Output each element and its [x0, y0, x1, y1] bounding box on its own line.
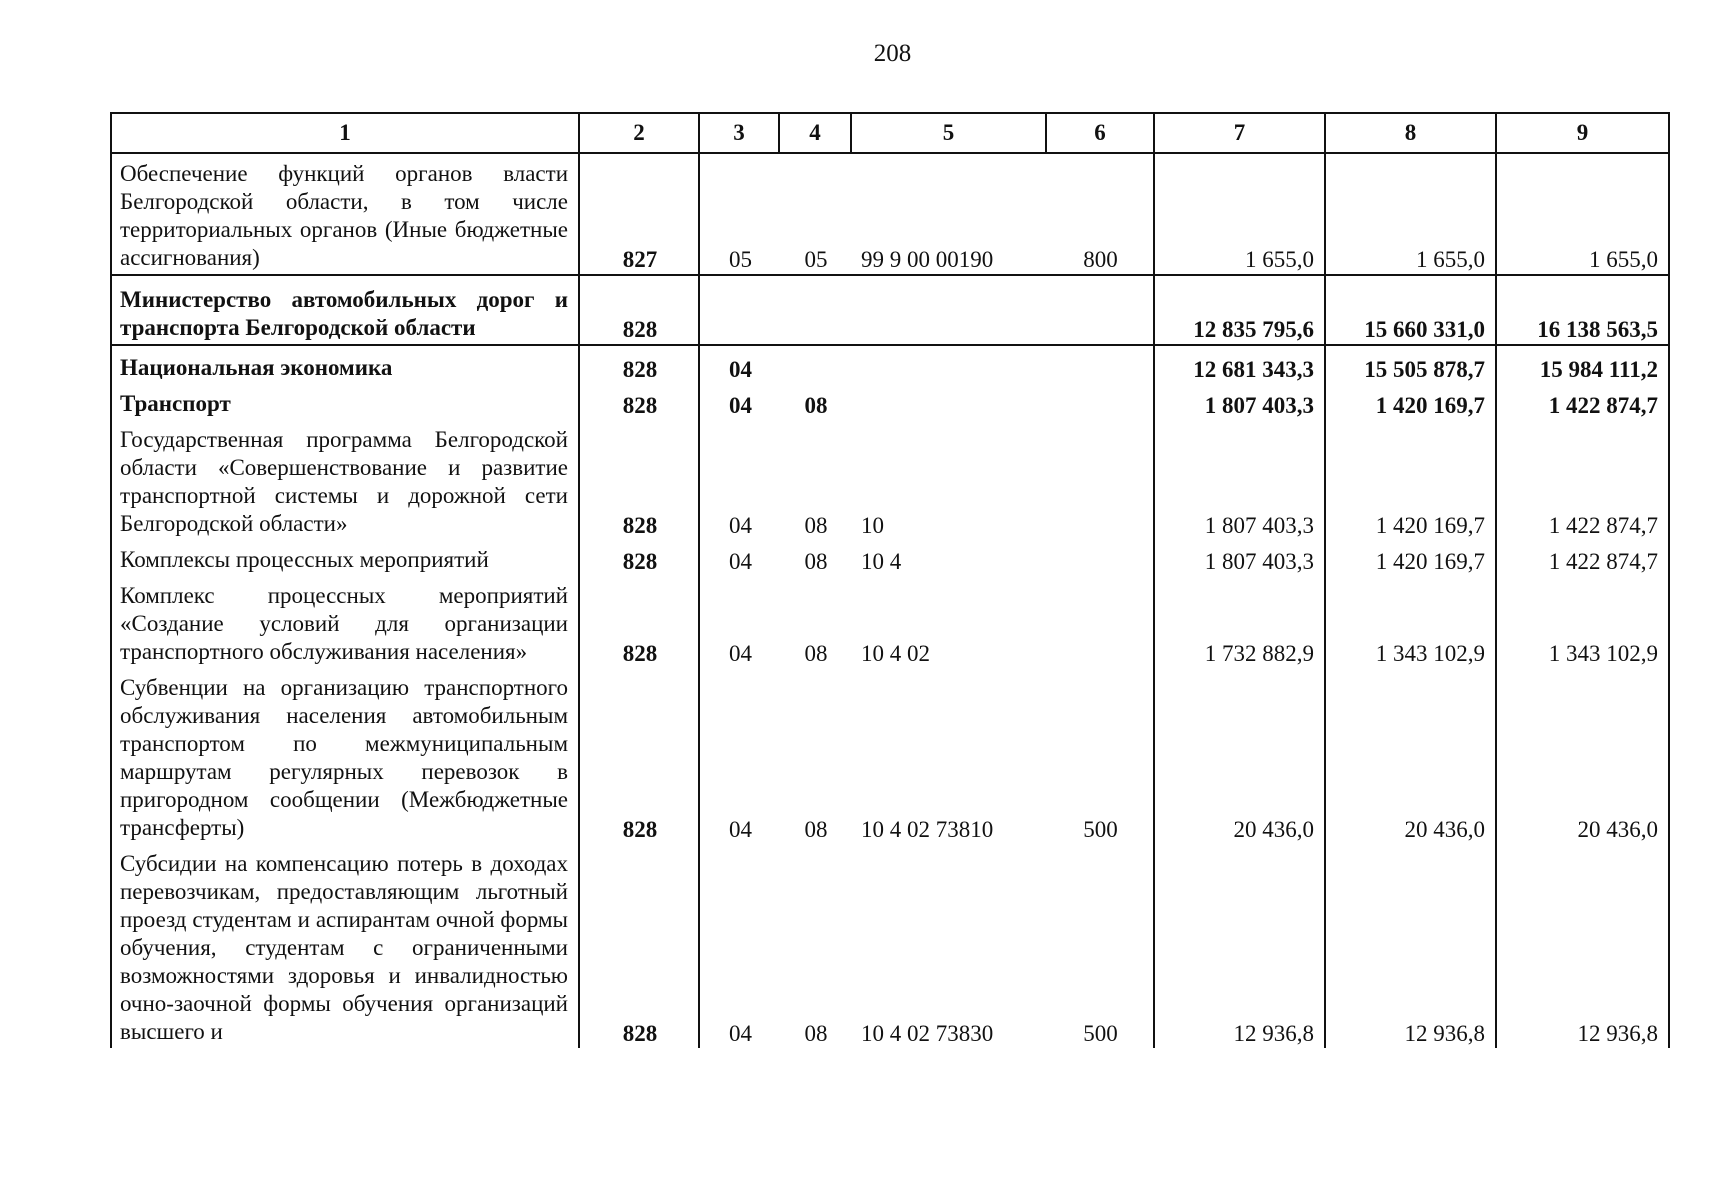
row-section: 04 [699, 345, 779, 384]
row-amount-year1: 12 681 343,3 [1154, 345, 1325, 384]
row-amount-year3: 1 343 102,9 [1496, 576, 1669, 668]
row-expense-type [1046, 540, 1154, 576]
row-amount-year2: 15 660 331,0 [1325, 275, 1496, 345]
page-number: 208 [873, 40, 912, 67]
row-code-admin: 828 [579, 345, 699, 384]
row-name: Субвенции на организацию транспортного обслуживания населения автомобильным транспортом по межмуниципальным маршрутам регулярных перевозок в пригородном сообщении (Межбюджетные трансферты) [111, 668, 579, 844]
row-amount-year1: 1 655,0 [1154, 153, 1325, 275]
row-expense-type [1046, 384, 1154, 420]
table-row [111, 384, 1669, 420]
row-name: Субсидии на компенсацию потерь в доходах перевозчикам, предоставляющим льготный проезд студентам и аспирантам очной формы обучения, студентам с ограниченными возможностями здоровья и инвалидностью очно-заочной формы обучения организаций высшего и [111, 844, 579, 1048]
table-row [111, 153, 1669, 275]
row-amount-year2: 1 655,0 [1325, 153, 1496, 275]
row-amount-year3: 15 984 111,2 [1496, 345, 1669, 384]
row-subsection: 08 [804, 817, 828, 842]
row-expense-type [1046, 420, 1154, 540]
row-subsection: 08 [804, 393, 828, 418]
table-row [111, 275, 1669, 345]
row-section: 04 [699, 540, 779, 576]
row-amount-year3: 1 422 874,7 [1496, 420, 1669, 540]
row-subsection: 08 [804, 641, 828, 666]
row-subsection: 08 [804, 513, 828, 538]
header-row [111, 113, 1669, 153]
table-row [111, 420, 1669, 540]
table-row [111, 540, 1669, 576]
row-name: Комплексы процессных мероприятий [111, 540, 579, 576]
row-code-admin: 828 [579, 275, 699, 345]
row-amount-year2: 20 436,0 [1325, 668, 1496, 844]
row-amount-year2: 15 505 878,7 [1325, 345, 1496, 384]
row-amount-year2: 1 420 169,7 [1325, 420, 1496, 540]
row-amount-year3: 12 936,8 [1496, 844, 1669, 1048]
row-amount-year3: 1 422 874,7 [1496, 540, 1669, 576]
row-subsection: 05 [779, 153, 851, 275]
row-name: Национальная экономика [111, 345, 579, 384]
row-amount-year1: 1 807 403,3 [1154, 540, 1325, 576]
row-expense-type: 500 [1046, 668, 1154, 844]
row-target-article: 99 9 00 00190 [851, 153, 1046, 275]
row-subsection [779, 345, 851, 384]
row-name: Обеспечение функций органов власти Белгородской области, в том числе территориальных органов (Иные бюджетные ассигнования) [111, 153, 579, 275]
row-amount-year3: 16 138 563,5 [1496, 275, 1669, 345]
row-section: 04 [699, 576, 779, 668]
header-col-3: 3 [699, 113, 779, 153]
row-code-admin: 828 [579, 540, 699, 576]
header-col-2: 2 [579, 113, 699, 153]
row-name: Государственная программа Белгородской области «Совершенствование и развитие транспортной системы и дорожной сети Белгородской области» [111, 420, 579, 540]
table-row [111, 844, 1669, 1048]
header-col-9: 9 [1496, 113, 1669, 153]
row-section: 04 [699, 668, 779, 844]
row-code-admin: 828 [579, 844, 699, 1048]
header-col-1: 1 [111, 113, 579, 153]
row-name: Комплекс процессных мероприятий «Создание условий для организации транспортного обслуживания населения» [111, 576, 579, 668]
row-code-admin: 827 [579, 153, 699, 275]
row-target-article [851, 275, 1046, 345]
row-amount-year1: 12 835 795,6 [1154, 275, 1325, 345]
header-col-5: 5 [851, 113, 1046, 153]
row-target-article: 10 4 02 73810 [861, 817, 994, 842]
row-amount-year2: 1 420 169,7 [1325, 384, 1496, 420]
row-code-admin: 828 [579, 384, 699, 420]
row-amount-year3: 1 655,0 [1496, 153, 1669, 275]
row-target-article: 10 4 02 [861, 641, 930, 666]
row-code-admin: 828 [579, 420, 699, 540]
row-code-admin: 828 [579, 668, 699, 844]
row-name: Транспорт [111, 384, 579, 420]
row-section: 04 [699, 384, 779, 420]
header-col-8: 8 [1325, 113, 1496, 153]
row-amount-year1: 20 436,0 [1154, 668, 1325, 844]
row-amount-year1: 12 936,8 [1154, 844, 1325, 1048]
row-subsection: 08 [804, 1021, 828, 1046]
row-expense-type: 500 [1046, 844, 1154, 1048]
row-name: Министерство автомобильных дорог и транспорта Белгородской области [111, 275, 579, 345]
row-amount-year1: 1 807 403,3 [1154, 420, 1325, 540]
row-expense-type [1046, 576, 1154, 668]
row-target-article: 10 4 02 73830 [861, 1021, 994, 1046]
row-subsection [779, 275, 851, 345]
row-amount-year1: 1 732 882,9 [1154, 576, 1325, 668]
row-target-article: 10 [861, 513, 884, 538]
row-amount-year3: 1 422 874,7 [1496, 384, 1669, 420]
table-row [111, 576, 1669, 668]
row-amount-year3: 20 436,0 [1496, 668, 1669, 844]
row-target-article [851, 384, 1046, 420]
row-section: 05 [699, 153, 779, 275]
header-col-4: 4 [779, 113, 851, 153]
table-row [111, 668, 1669, 844]
row-section: 04 [699, 420, 779, 540]
row-amount-year2: 1 343 102,9 [1325, 576, 1496, 668]
budget-table [110, 112, 1670, 1048]
row-subsection: 08 [804, 549, 828, 574]
row-expense-type [1046, 345, 1154, 384]
table-row [111, 345, 1669, 384]
row-amount-year1: 1 807 403,3 [1154, 384, 1325, 420]
row-target-article: 10 4 [861, 549, 902, 574]
budget-table-container [110, 112, 1668, 1048]
row-code-admin: 828 [579, 576, 699, 668]
header-col-6: 6 [1046, 113, 1154, 153]
row-expense-type: 800 [1046, 153, 1154, 275]
row-target-article [851, 345, 1046, 384]
row-expense-type [1046, 275, 1154, 345]
row-amount-year2: 12 936,8 [1325, 844, 1496, 1048]
row-section: 04 [699, 844, 779, 1048]
header-col-7: 7 [1154, 113, 1325, 153]
row-section [699, 275, 779, 345]
row-amount-year2: 1 420 169,7 [1325, 540, 1496, 576]
